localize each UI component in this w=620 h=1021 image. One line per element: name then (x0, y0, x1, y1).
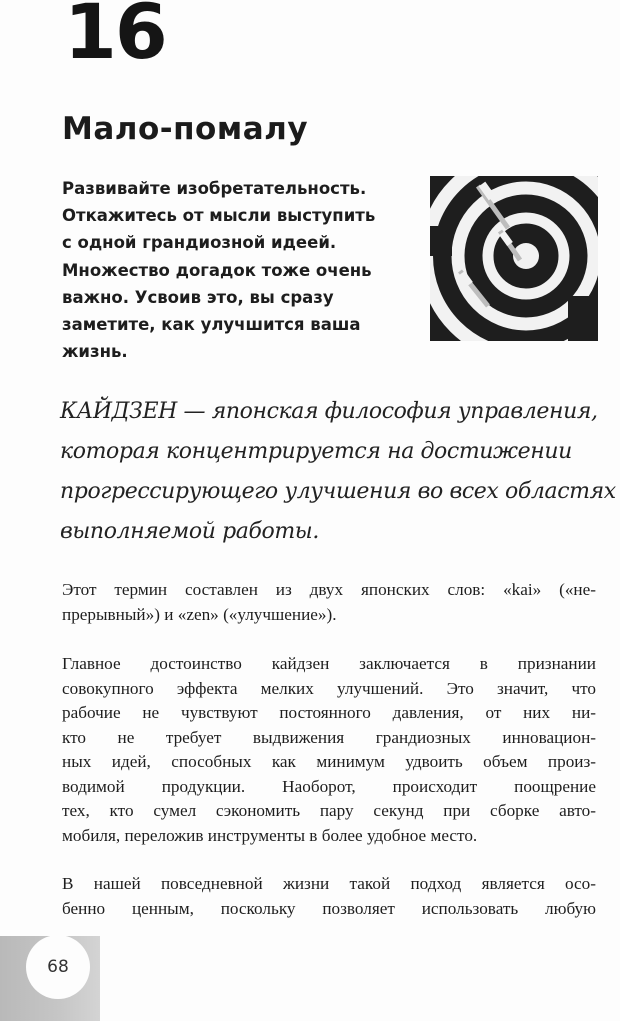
intro-line: Множество догадок тоже очень (62, 260, 372, 280)
intro-line: с одной грандиозной идеей. (62, 233, 337, 253)
paragraph-line: ных идей, способных как минимум удвоить объем произ- (62, 752, 596, 771)
paragraph-line: прерывный») и «zen» («улучшение»). (62, 604, 337, 624)
intro-line: заметите, как улучшится ваша (62, 315, 361, 335)
intro-line: жизнь. (62, 342, 128, 362)
chapter-title: Мало-помалу (62, 111, 309, 147)
paragraph-everyday-life (62, 872, 596, 921)
intro-line: важно. Усвоив это, вы сразу (62, 287, 334, 307)
paragraph-line: Главное достоинство кайдзен заключается в признании (62, 654, 596, 673)
page-number: 68 (26, 935, 90, 999)
quote-line: которая концентрируется на достижении (60, 439, 572, 464)
paragraph-line: водимой продукции. Наоборот, происходит поощрение (62, 776, 596, 796)
chapter-number: 16 (64, 0, 166, 76)
paragraph-line: тех, кто сумел сэкономить пару секунд при сборке авто- (62, 801, 596, 820)
quote-line: выполняемой работы. (60, 519, 319, 544)
intro-text (62, 175, 422, 365)
paragraph-line: Этот термин составлен из двух японских слов: «kai» («не- (62, 580, 596, 599)
paragraph-line: совокупного эффекта мелких улучшений. Это значит, что (62, 678, 596, 698)
paragraph-line: кто не требует выдвижения грандиозных инновацион- (62, 727, 596, 747)
paragraph-line: В нашей повседневной жизни такой подход является осо- (62, 874, 596, 893)
quote-line: прогрессирующего улучшения во всех областях (60, 479, 616, 504)
intro-line: Развивайте изобретательность. (62, 179, 367, 198)
paragraph-line: мобиля, переложив инструменты в более удобное место. (62, 825, 478, 845)
intro-line: Откажитесь от мысли выступить (62, 206, 376, 226)
paragraph-line: бенно ценным, поскольку позволяет использовать любую (62, 898, 596, 918)
quote-line: КАЙДЗЕН — японская философия управления, (60, 399, 598, 424)
kaizen-quote (60, 392, 616, 552)
dartboard-target-icon (430, 176, 598, 341)
paragraph-line: рабочие не чувствуют постоянного давления, от них ни- (62, 703, 596, 722)
paragraph-main-advantage (62, 652, 596, 848)
paragraph-term-origin (62, 578, 596, 627)
